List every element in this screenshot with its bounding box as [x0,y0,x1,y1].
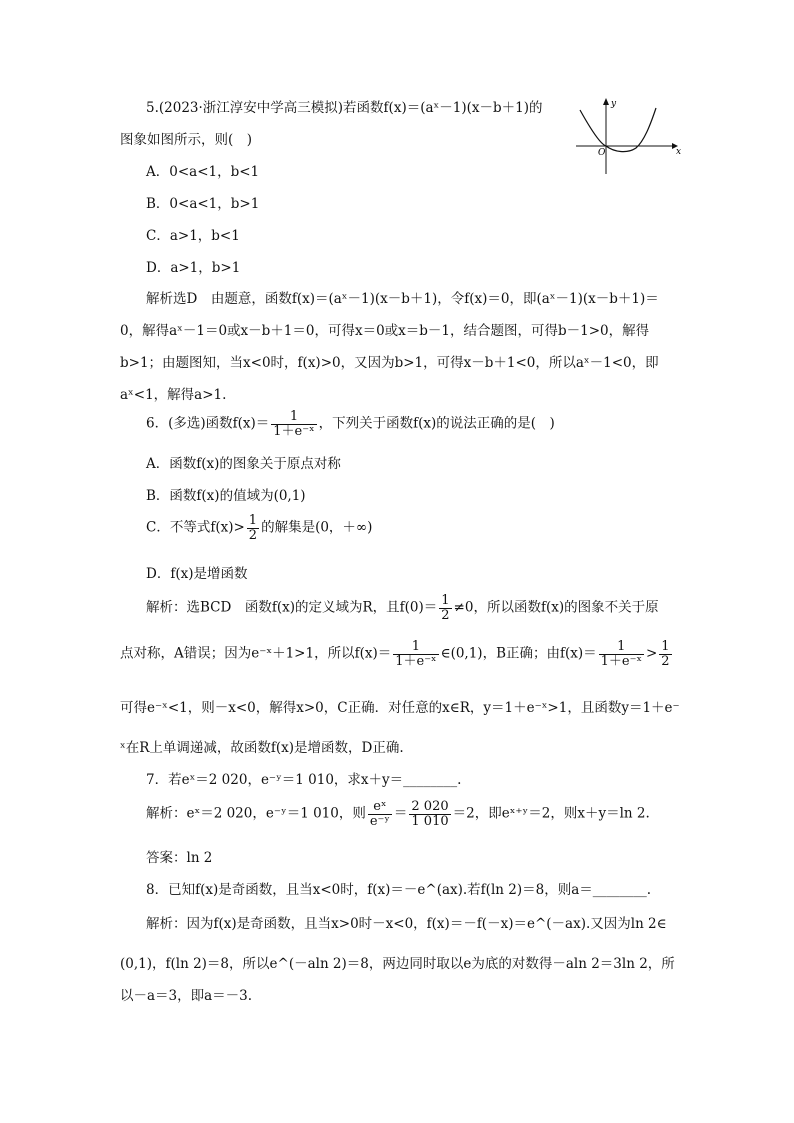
q6-analysis-line3: 可得e⁻ˣ<1，则－x<0，解得x>0，C正确．对任意的x∈R，y＝1＋e⁻ˣ>1，且函数y＝1＋e⁻ [120,700,680,716]
fraction-denominator: 1 010 [411,813,449,829]
q7-fraction1 [368,800,392,828]
q7-answer: 答案：ln 2 [146,850,213,866]
q7-analysis-pre: 解析：eˣ＝2 020，e⁻ʸ＝1 010，则 [146,805,366,822]
fraction-denominator: 2 [661,653,670,669]
q6-option-a: A．函数f(x)的图象关于原点对称 [146,456,341,472]
q5-stem-line2: 图象如图所示，则( ) [120,132,253,148]
x-axis-label: x [676,147,682,157]
q8-stem: 8．已知f(x)是奇函数，且当x<0时，f(x)＝－e^(ax).若f(ln 2)＝8，则a＝________. [146,882,652,898]
fraction-denominator: 2 [441,607,450,623]
q6-analysis-l2-mid: ∈(0,1)，B正确；由f(x)＝ [440,645,597,662]
q5-option-a: A．0<a<1，b<1 [146,164,260,180]
q6-stem-post: ，下列关于函数f(x)的说法正确的是( ) [318,415,555,432]
q8-analysis-line2: (0,1)，f(ln 2)＝8，所以e^(－aln 2)＝8，两边同时取以e为底的对数得－aln 2＝3ln 2，所 [120,956,675,972]
fraction-numerator: eˣ [368,800,392,815]
q6-option-c-pre: C．不等式f(x)> [146,519,245,536]
q6-option-d: D．f(x)是增函数 [146,566,248,582]
q6-option-c-post: 的解集是(0，＋∞) [261,519,373,536]
q5-option-c: C．a>1，b<1 [146,228,240,244]
q6-analysis-line1 [146,594,659,622]
fraction-numerator: 1 [441,593,450,608]
fraction-denominator: 1＋e⁻ˣ [600,653,642,669]
q6-analysis-l2-fraction3 [659,640,671,668]
fraction-denominator: 2 [248,527,258,543]
q6-analysis-line4: ˣ在R上单调递减，故函数f(x)是增函数，D正确. [120,740,404,756]
fraction-numerator: 1 [393,640,438,655]
q5-option-d: D．a>1，b>1 [146,260,241,276]
curve [580,108,656,152]
q7-stem: 7．若eˣ＝2 020，e⁻ʸ＝1 010，求x＋y＝________. [146,772,462,788]
q6-stem-fraction [271,410,316,438]
q6-analysis-l1-fraction [439,594,451,622]
fraction-denominator: 1＋e⁻ˣ [395,653,437,669]
q8-analysis-line1: 解析：因为f(x)是奇函数，且当x>0时－x<0，f(x)＝－f(－x)＝e^(－ax).又因为ln 2∈ [146,916,667,932]
fraction-denominator: e⁻ʸ [369,813,390,829]
q5-analysis-line3: b>1；由题图知，当x<0时，f(x)>0，又因为b>1，可得x－b＋1<0，所以aˣ－1<0，即 [120,355,659,371]
y-axis-label: y [611,99,617,109]
q5-function-graph [572,96,682,176]
q6-analysis-l1-post: ≠0，所以函数f(x)的图象不关于原 [453,599,659,616]
fraction-numerator: 2 020 [411,799,449,814]
origin-label: O [598,148,606,158]
q7-fraction2 [409,800,450,828]
fraction-denominator: 1＋e⁻ˣ [273,423,315,439]
fraction-numerator: 1 [271,410,316,425]
q8-analysis-line3: 以－a＝3，即a＝－3. [120,988,253,1004]
q5-stem-line1: 5.(2023·浙江淳安中学高三模拟)若函数f(x)＝(aˣ－1)(x－b＋1)的 [146,100,543,116]
q7-analysis-post: ＝2，即eˣ⁺ʸ＝2，则x＋y＝ln 2. [452,805,650,822]
q6-option-c [146,514,372,542]
q6-analysis-l2-pre: 点对称，A错误；因为e⁻ˣ＋1>1，所以f(x)＝ [120,645,392,662]
q5-option-b: B．0<a<1，b>1 [146,196,260,212]
q6-option-b: B．函数f(x)的值域为(0,1) [146,488,306,504]
q7-analysis: 解析：eˣ＝2 020，e⁻ʸ＝1 010，则 $\frac{\text{eˣ}}{\text{e⁻ʸ}}$ ＝ $\frac{2 020}{1 010}$ ＝2，即eˣ⁺ʸ＝2，则x＋y＝ln 2. [146,799,650,829]
q6-option-c-fraction [247,514,259,542]
q6-analysis-l1-pre: 解析：选BCD 函数f(x)的定义域为R，且f(0)＝ [146,599,438,616]
y-axis-arrow [603,98,609,105]
q6-analysis-l2-gt: > [645,645,658,662]
fraction-numerator: 1 [248,513,258,528]
q5-analysis-line2: 0，解得aˣ－1＝0或x－b＋1＝0，可得x＝0或x＝b－1，结合题图，可得b－1>0，解得 [120,323,650,339]
q6-stem [146,410,555,438]
fraction-numerator: 1 [599,640,644,655]
fraction-numerator: 1 [661,639,670,654]
q6-stem-pre: 6．(多选)函数f(x)＝ [146,415,270,432]
q6-analysis-l2-fraction1 [393,640,438,668]
q6-analysis-l2-fraction2 [599,640,644,668]
q5-analysis-line4: aˣ<1，解得a>1. [120,387,227,403]
q6-analysis-line2 [120,640,674,668]
q5-analysis-line1: 解析选D 由题意，函数f(x)＝(aˣ－1)(x－b＋1)，令f(x)＝0，即(aˣ－1)(x－b＋1)＝ [146,291,659,307]
